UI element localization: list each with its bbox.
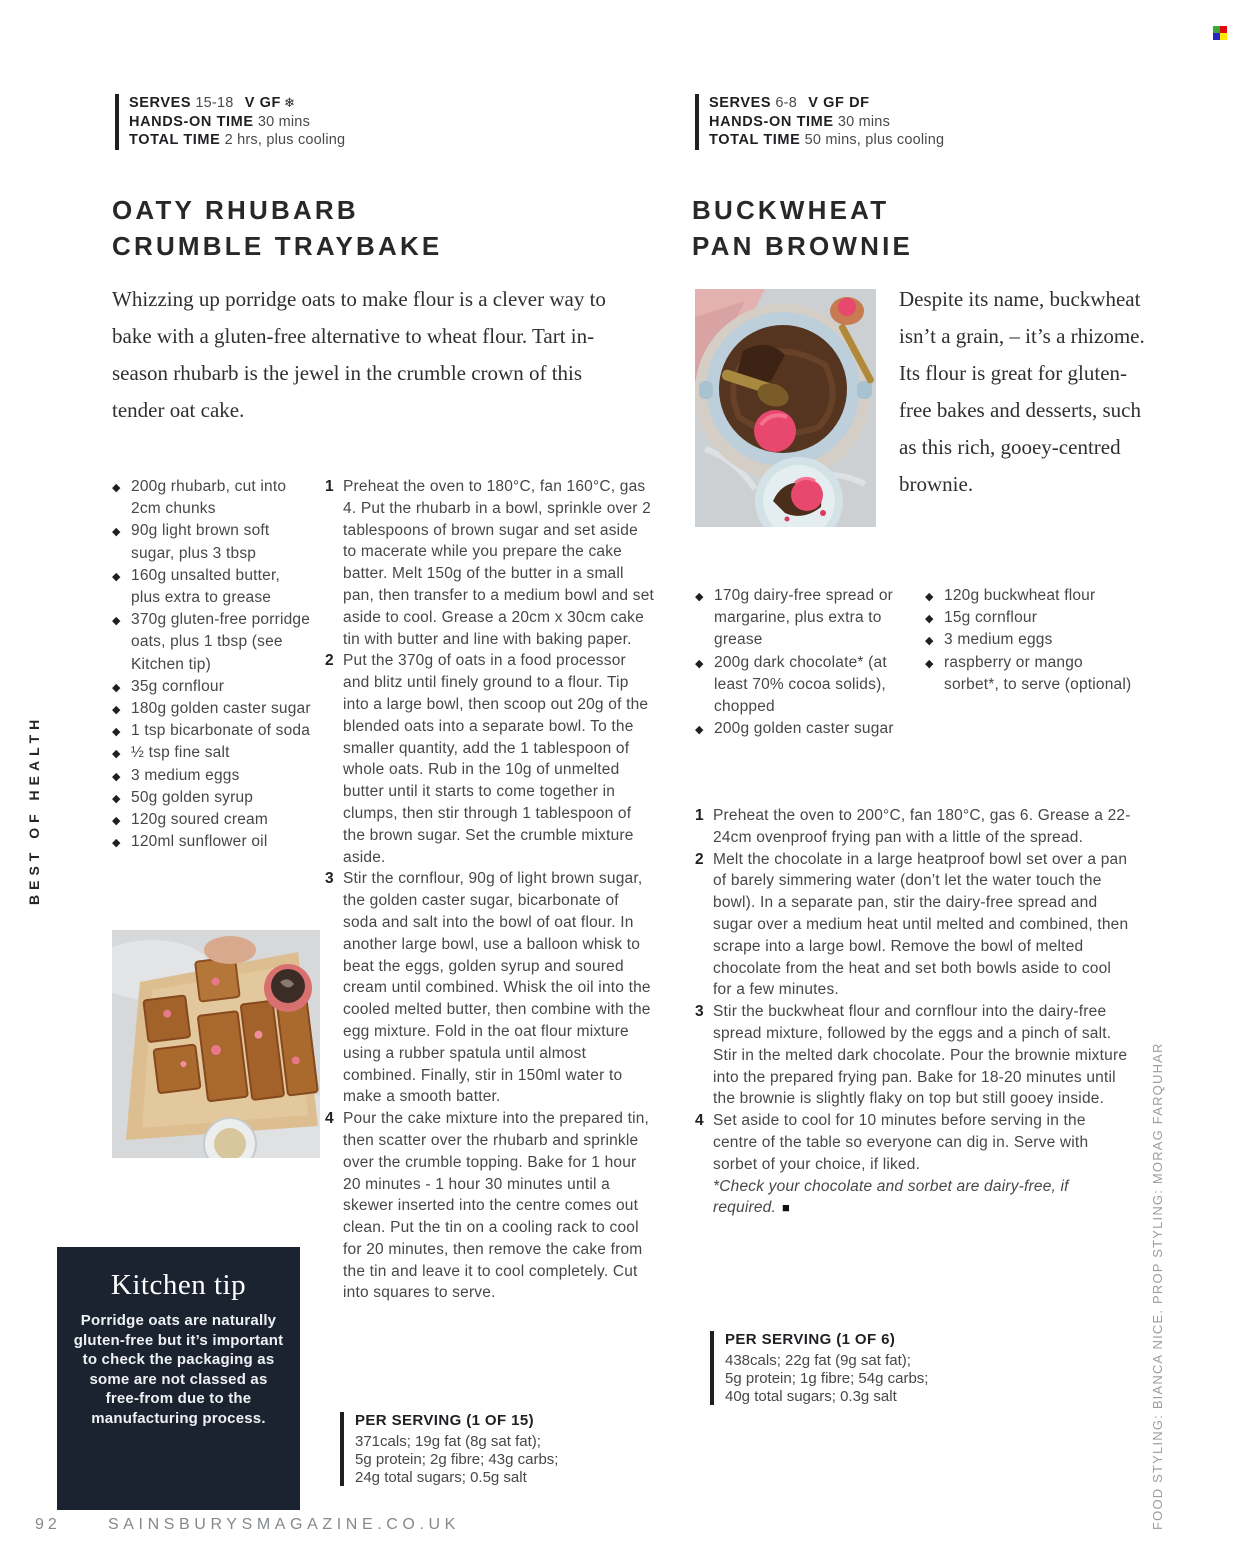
ingredient-item: ◆ 15g cornflour: [925, 607, 1140, 629]
diet-badges: V GF: [244, 95, 281, 111]
meta-total-time: [709, 131, 944, 150]
reg-blue: [1213, 33, 1220, 40]
ingredient-item: ◆ 200g rhubarb, cut into 2cm chunks: [112, 476, 312, 520]
recipe-intro-right: Despite its name, buckwheat isn’t a grain, – it’s a rhizome. Its flour is great for gluten-free bakes and desserts, such as this rich, gooey-centred brownie.: [899, 287, 1145, 496]
title-line1: BUCKWHEAT: [692, 195, 890, 225]
ingredient-item: ◆ 3 medium eggs: [112, 765, 312, 787]
reg-green: [1213, 26, 1220, 33]
serves-label: SERVES: [709, 95, 772, 111]
title-line2: CRUMBLE TRAYBAKE: [112, 231, 443, 261]
serves-value: 15-18: [195, 95, 234, 111]
ingredient-item: ◆ 200g golden caster sugar: [695, 718, 910, 740]
ingredient-item: ◆ 180g golden caster sugar: [112, 698, 312, 720]
ingredient-item: ◆ 90g light brown soft sugar, plus 3 tbsp: [112, 520, 312, 564]
freezable-icon: ❄: [283, 95, 296, 110]
kitchen-tip-box: [57, 1247, 300, 1510]
dairy-free-note: *Check your chocolate and sorbet are dairy-free, if required. ■: [713, 1177, 1069, 1217]
ingredient-list-right-col1: [695, 585, 910, 740]
hands-on-value: 30 mins: [257, 113, 311, 130]
meta-hands-on: [129, 113, 345, 132]
method-step: 3 Stir the buckwheat flour and cornflour into the dairy-free spread mixture, followed by the eggs and a pinch of salt. Stir in the melted dark chocolate. Pour the brownie mixture into the prepared frying pan. Bake for 18-20 minutes until the brownie is slightly flaky on top but still gooey inside.: [695, 1003, 1128, 1108]
ingredient-item: ◆ 1 tsp bicarbonate of soda: [112, 720, 312, 742]
ingredient-list-left: [112, 476, 312, 853]
traybake-photo: [112, 930, 320, 1158]
recipe-title-left: [112, 192, 442, 264]
ingredient-item: ◆ ½ tsp fine salt: [112, 742, 312, 764]
total-time-value: 2 hrs, plus cooling: [224, 132, 346, 149]
ingredient-item: ◆ 35g cornflour: [112, 676, 312, 698]
per-serving-right: [710, 1331, 928, 1405]
total-time-label: TOTAL TIME: [709, 132, 801, 149]
registration-mark-icon: [1213, 26, 1227, 40]
end-square-icon: ■: [781, 1200, 791, 1216]
per-serving-left: [340, 1412, 558, 1486]
serves-label: SERVES: [129, 95, 192, 111]
method-step: 3 Stir the cornflour, 90g of light brown sugar, the golden caster sugar, bicarbonate of soda and salt into the bowl of oat flour. In another large bowl, use a balloon whisk to beat the eggs, golden syrup and soured cream until combined. Whisk the oil into the cooled melted butter, then combine with the egg mixture. Fold in the oat flour mixture using a rubber spatula until almost combined. Finally, stir in 150ml water to make a smooth batter.: [325, 870, 651, 1106]
page-number: 92: [35, 1516, 61, 1533]
ingredient-item: ◆ 170g dairy-free spread or margarine, plus extra to grease: [695, 585, 910, 652]
method-step: 4 Pour the cake mixture into the prepared tin, then scatter over the rhubarb and sprinkle over the crumble topping. Bake for 1 hour 20 minutes - 1 hour 30 minutes until a skewer inserted into the centre comes out clean. Put the tin on a cooling rack to cool for 20 minutes, then remove the cake from the tin and leave it to cool completely. Cut into squares to serve.: [325, 1110, 650, 1302]
brownie-photo: [695, 289, 876, 527]
method-step: 2 Melt the chocolate in a large heatproof bowl set over a pan of barely simmering water (don’t let the water touch the bowl). In a separate pan, stir the dairy-free spread and sugar over a medium heat until melted and combined, then scrape into a large bowl. Remove the bowl of melted chocolate from the heat and set both bowls aside to cool for a few minutes.: [695, 850, 1129, 999]
per-serving-line: 24g total sugars; 0.5g salt: [355, 1468, 527, 1486]
method-step: 4 Set aside to cool for 10 minutes before serving in the centre of the table so everyone can dig in. Serve with sorbet of your choice, if liked.: [695, 1112, 1089, 1173]
title-line1: OATY RHUBARB: [112, 195, 359, 225]
ingredient-item: ◆ 120g soured cream: [112, 809, 312, 831]
method-steps-right: [695, 805, 1133, 1219]
hands-on-value: 30 mins: [837, 113, 891, 130]
ingredient-item: ◆ 3 medium eggs: [925, 629, 1140, 651]
hands-on-label: HANDS-ON TIME: [709, 113, 834, 130]
serves-value: 6-8: [775, 95, 797, 111]
section-label-vertical: BEST OF HEALTH: [26, 714, 42, 905]
method-step: 1 Preheat the oven to 180°C, fan 160°C, gas 4. Put the rhubarb in a bowl, sprinkle over 2 tablespoons of brown sugar and set aside to macerate while you prepare the cake batter. Melt 150g of the butter in a small pan, then transfer to a medium bowl and set aside to cool. Grease a 20cm x 30cm cake tin with butter and line with baking paper.: [325, 478, 655, 648]
method-step: 1 Preheat the oven to 200°C, fan 180°C, gas 6. Grease a 22-24cm ovenproof frying pan with a little of the spread.: [695, 807, 1131, 846]
method-step: 2 Put the 370g of oats in a food processor and blitz until finely ground to a flour. Tip into a large bowl, then scoop out 20g of the blended oats into a separate bowl. To the smaller quantity, add the 1 tablespoon of whole oats. Rub in the 10g of unmelted butter until it starts to come together in clumps, then stir through 1 tablespoon of the brown sugar. Set the crumble mixture aside.: [325, 652, 649, 866]
hands-on-label: HANDS-ON TIME: [129, 113, 254, 130]
reg-yellow: [1220, 33, 1227, 40]
ingredient-item: ◆ 160g unsalted butter, plus extra to grease: [112, 565, 312, 609]
ingredient-item: ◆ 200g dark chocolate* (at least 70% cocoa solids), chopped: [695, 652, 910, 719]
per-serving-line: 371cals; 19g fat (8g sat fat);: [355, 1433, 541, 1450]
diet-badges: V GF DF: [808, 95, 870, 111]
per-serving-line: 438cals; 22g fat (9g sat fat);: [725, 1352, 911, 1369]
ingredient-list-right-col2: [925, 585, 1140, 696]
per-serving-line: 5g protein; 2g fibre; 43g carbs;: [355, 1450, 559, 1468]
kitchen-tip-title: Kitchen tip: [110, 1269, 247, 1301]
per-serving-line: 40g total sugars; 0.3g salt: [725, 1387, 897, 1405]
photo-credits-vertical: FOOD STYLING: BIANCA NICE. PROP STYLING: MORAG FARQUHAR: [1150, 1042, 1165, 1530]
total-time-value: 50 mins, plus cooling: [804, 132, 945, 149]
meta-serves: [709, 94, 944, 113]
title-line2: PAN BROWNIE: [692, 231, 914, 261]
meta-hands-on: [709, 113, 944, 132]
ingredient-item: ◆ 370g gluten-free porridge oats, plus 1 tbsp (see Kitchen tip): [112, 609, 312, 676]
meta-serves: [129, 94, 345, 113]
ingredient-item: ◆ 120ml sunflower oil: [112, 831, 312, 853]
method-steps-left: [325, 476, 655, 1304]
per-serving-title: PER SERVING (1 OF 15): [355, 1412, 535, 1429]
recipe-title-right: [692, 192, 913, 264]
recipe-meta-left: [115, 94, 345, 150]
per-serving-line: 5g protein; 1g fibre; 54g carbs;: [725, 1369, 929, 1387]
kitchen-tip-body: Porridge oats are naturally gluten-free but it’s important to check the packaging as some are not classed as free-from due to the manufacturing process.: [73, 1312, 284, 1427]
reg-red: [1220, 26, 1227, 33]
ingredient-item: ◆ raspberry or mango sorbet*, to serve (optional): [925, 652, 1140, 696]
magazine-url: SAINSBURYSMAGAZINE.CO.UK: [108, 1516, 460, 1533]
recipe-intro-left: Whizzing up porridge oats to make flour is a clever way to bake with a gluten-free alternative to wheat flour. Tart in-season rhubarb is the jewel in the crumble crown of this tender oat cake.: [112, 287, 606, 422]
meta-total-time: [129, 131, 345, 150]
per-serving-title: PER SERVING (1 OF 6): [725, 1331, 896, 1348]
recipe-meta-right: [695, 94, 944, 150]
ingredient-item: ◆ 120g buckwheat flour: [925, 585, 1140, 607]
ingredient-item: ◆ 50g golden syrup: [112, 787, 312, 809]
total-time-label: TOTAL TIME: [129, 132, 221, 149]
